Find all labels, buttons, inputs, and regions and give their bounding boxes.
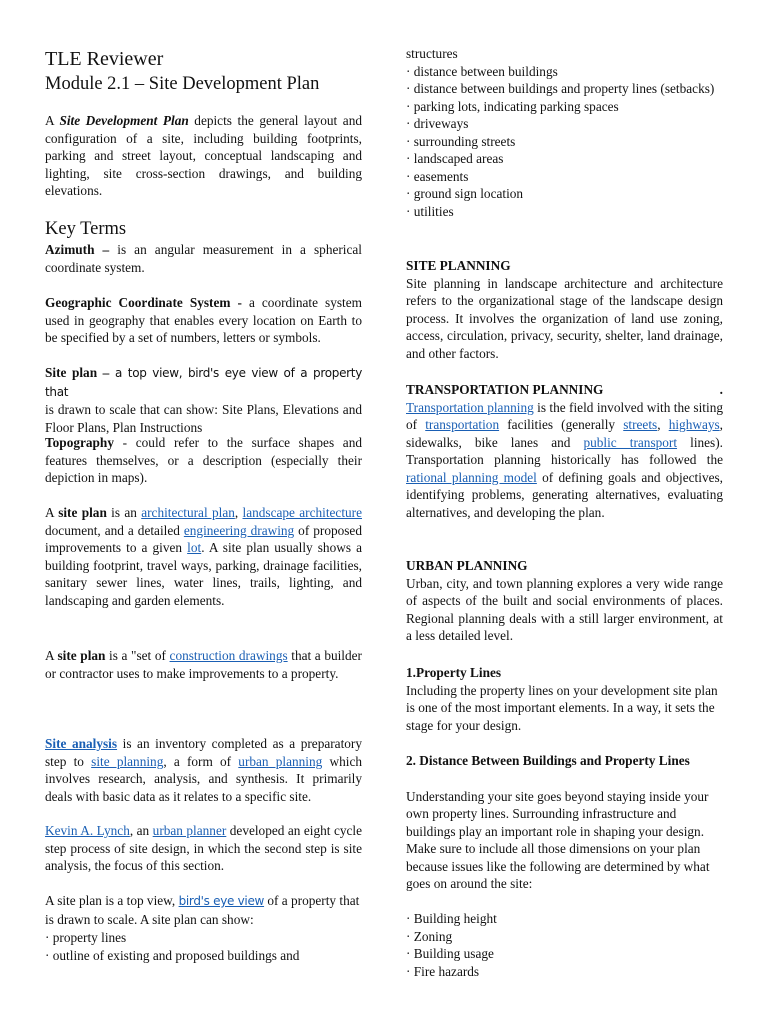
architectural-plan-link[interactable]: architectural plan [141, 505, 235, 520]
site-planning-section [406, 257, 723, 362]
list-item: · driveways [406, 116, 469, 131]
transportation-section [406, 381, 723, 521]
list-item: · property lines [45, 930, 127, 945]
section-body: Including the property lines on your development site plan is one of the most important elements. In a way, it sets the stage for your design. [406, 682, 718, 733]
site-plan-paragraph: A site plan is an architectural plan, landscape architecture document, and a detailed engineering drawing of proposed improvements to a given lot. A site plan usually shows a building footprint, travel ways, parking, drainage facilities, sanitary sewer lines, water lines, trails, lighting, and landscaping and garden elements. [45, 505, 362, 608]
list-item: · Building height [406, 911, 497, 926]
rational-planning-model-link[interactable]: rational planning model [406, 469, 537, 485]
site-plan-term: Site plan – [45, 365, 110, 380]
intro-term: Site Development Plan [59, 113, 189, 128]
landscape-architecture-link[interactable]: landscape architecture [242, 505, 362, 520]
birds-eye-view-link[interactable]: bird's eye view [178, 894, 265, 908]
site-analysis-link[interactable]: Site analysis [45, 736, 118, 751]
list-item: · distance between buildings and property lines (setbacks) [406, 81, 715, 96]
azimuth-definition: Azimuth – is an angular measurement in a spherical coordinate system. [45, 242, 363, 275]
urban-planning-section [406, 557, 723, 645]
public-transport-link[interactable]: public transport [583, 434, 678, 450]
gcs-definition: Geographic Coordinate System - a coordinate system used in geography that enables every location on Earth to be specified by a set of numbers, letters or symbols. [45, 295, 362, 345]
section-heading: SITE PLANNING [406, 258, 511, 273]
topography-definition: Topography - could refer to the surface shapes and features themselves, or a description (especially their depiction in maps). [45, 435, 362, 485]
list-item: · outline of existing and proposed buildings and [45, 947, 300, 963]
engineering-drawing-link[interactable]: engineering drawing [183, 522, 295, 538]
list-item: · utilities [406, 203, 454, 219]
urban-planner-link[interactable]: urban planner [152, 823, 227, 838]
section-heading: 2. Distance Between Buildings and Property Lines [406, 753, 690, 768]
section-body: Understanding your site goes beyond staying inside your own property lines. Surrounding infrastructure and buildings play an important role in shaping your design. Make sure to include all those dimensions on your plan because issues like the following are determined by what goes on around the site: [406, 788, 710, 891]
list-item: · distance between buildings [406, 63, 558, 79]
right-list-2 [406, 910, 723, 980]
construction-drawings-link[interactable]: construction drawings [169, 648, 288, 663]
page-title: TLE Reviewer [45, 48, 164, 70]
list-item: · landscaped areas [406, 151, 504, 166]
key-terms-heading: Key Terms [45, 219, 127, 239]
list-item: · parking lots, indicating parking spaces [406, 98, 619, 114]
list-item: structures [406, 46, 458, 61]
construction-drawings-paragraph: A site plan is a "set of construction drawings that a builder or contractor uses to make improvements to a property. [45, 648, 362, 681]
transportation-planning-link[interactable]: Transportation planning [406, 399, 534, 415]
highways-link[interactable]: highways [668, 417, 720, 432]
list-item: · ground sign location [406, 186, 524, 201]
site-analysis-paragraph: Site analysis is an inventory completed as a preparatory step to site planning, a form of urban planning which involves research, analysis, and synthesis. It primarily deals with basic data as it relates to a specific site. [45, 736, 363, 804]
section-body: Urban, city, and town planning explores a very wide range of aspects of the built and social environments of places. Regional planning deals with a still larger environment, at a less detailed level. [406, 575, 723, 643]
right-list [406, 45, 723, 220]
top-view-paragraph: A site plan is a top view, bird's eye view of a property that is drawn to scale. A site plan can show: [45, 893, 360, 927]
section-body: Transportation planning is the field involved with the siting of transportation facilities (generally streets, highways, sidewalks, bike lanes and public transport lines). Transportation planning historically has followed the rational planning model of defining goals and objectives, identifying problems, generating alternatives, evaluating alternatives, and developing the plan. [406, 399, 723, 520]
list-item: · Zoning [406, 928, 453, 944]
azimuth-term: Azimuth – [45, 242, 110, 257]
list-item: · easements [406, 168, 469, 184]
site-planning-link[interactable]: site planning [91, 753, 164, 769]
section-heading: TRANSPORTATION PLANNING . [406, 382, 723, 397]
section-body: Site planning in landscape architecture and architecture refers to the organizational stage of the landscape design process. It involves the organization of land use zoning, access, circulation, privacy, security, shelter, land drainage, and other factors. [406, 275, 723, 361]
kevin-lynch-link[interactable]: Kevin A. Lynch [45, 823, 130, 838]
left-list [45, 929, 362, 964]
streets-link[interactable]: streets [623, 417, 658, 432]
section-heading: 1.Property Lines [406, 665, 502, 680]
intro-paragraph: A Site Development Plan depicts the general layout and configuration of a site, including building footprints, parking and street layout, conceptual landscaping and lighting, site cross-section drawings, and building elevations. [45, 113, 362, 198]
topography-term: Topography [45, 435, 114, 450]
distance-section [406, 752, 723, 893]
list-item: · Fire hazards [406, 963, 480, 979]
gcs-term: Geographic Coordinate System - [45, 295, 242, 310]
list-item: · surrounding streets [406, 133, 516, 149]
lot-link[interactable]: lot [187, 540, 202, 555]
lynch-paragraph: Kevin A. Lynch, an urban planner developed an eight cycle step process of site design, in which the second step is site analysis, the focus of this section. [45, 823, 362, 873]
transportation-link[interactable]: transportation [425, 417, 500, 432]
property-lines-section [406, 664, 723, 734]
urban-planning-link[interactable]: urban planning [238, 753, 323, 769]
module-subtitle: Module 2.1 – Site Development Plan [45, 74, 320, 94]
list-item: · Building usage [406, 946, 494, 961]
site-plan-definition: Site plan – a top view, bird's eye view of a property that is drawn to scale that can show: Site Plans, Elevations and Floor Plans, Plan Instructions [45, 365, 362, 435]
section-heading: URBAN PLANNING [406, 558, 528, 573]
